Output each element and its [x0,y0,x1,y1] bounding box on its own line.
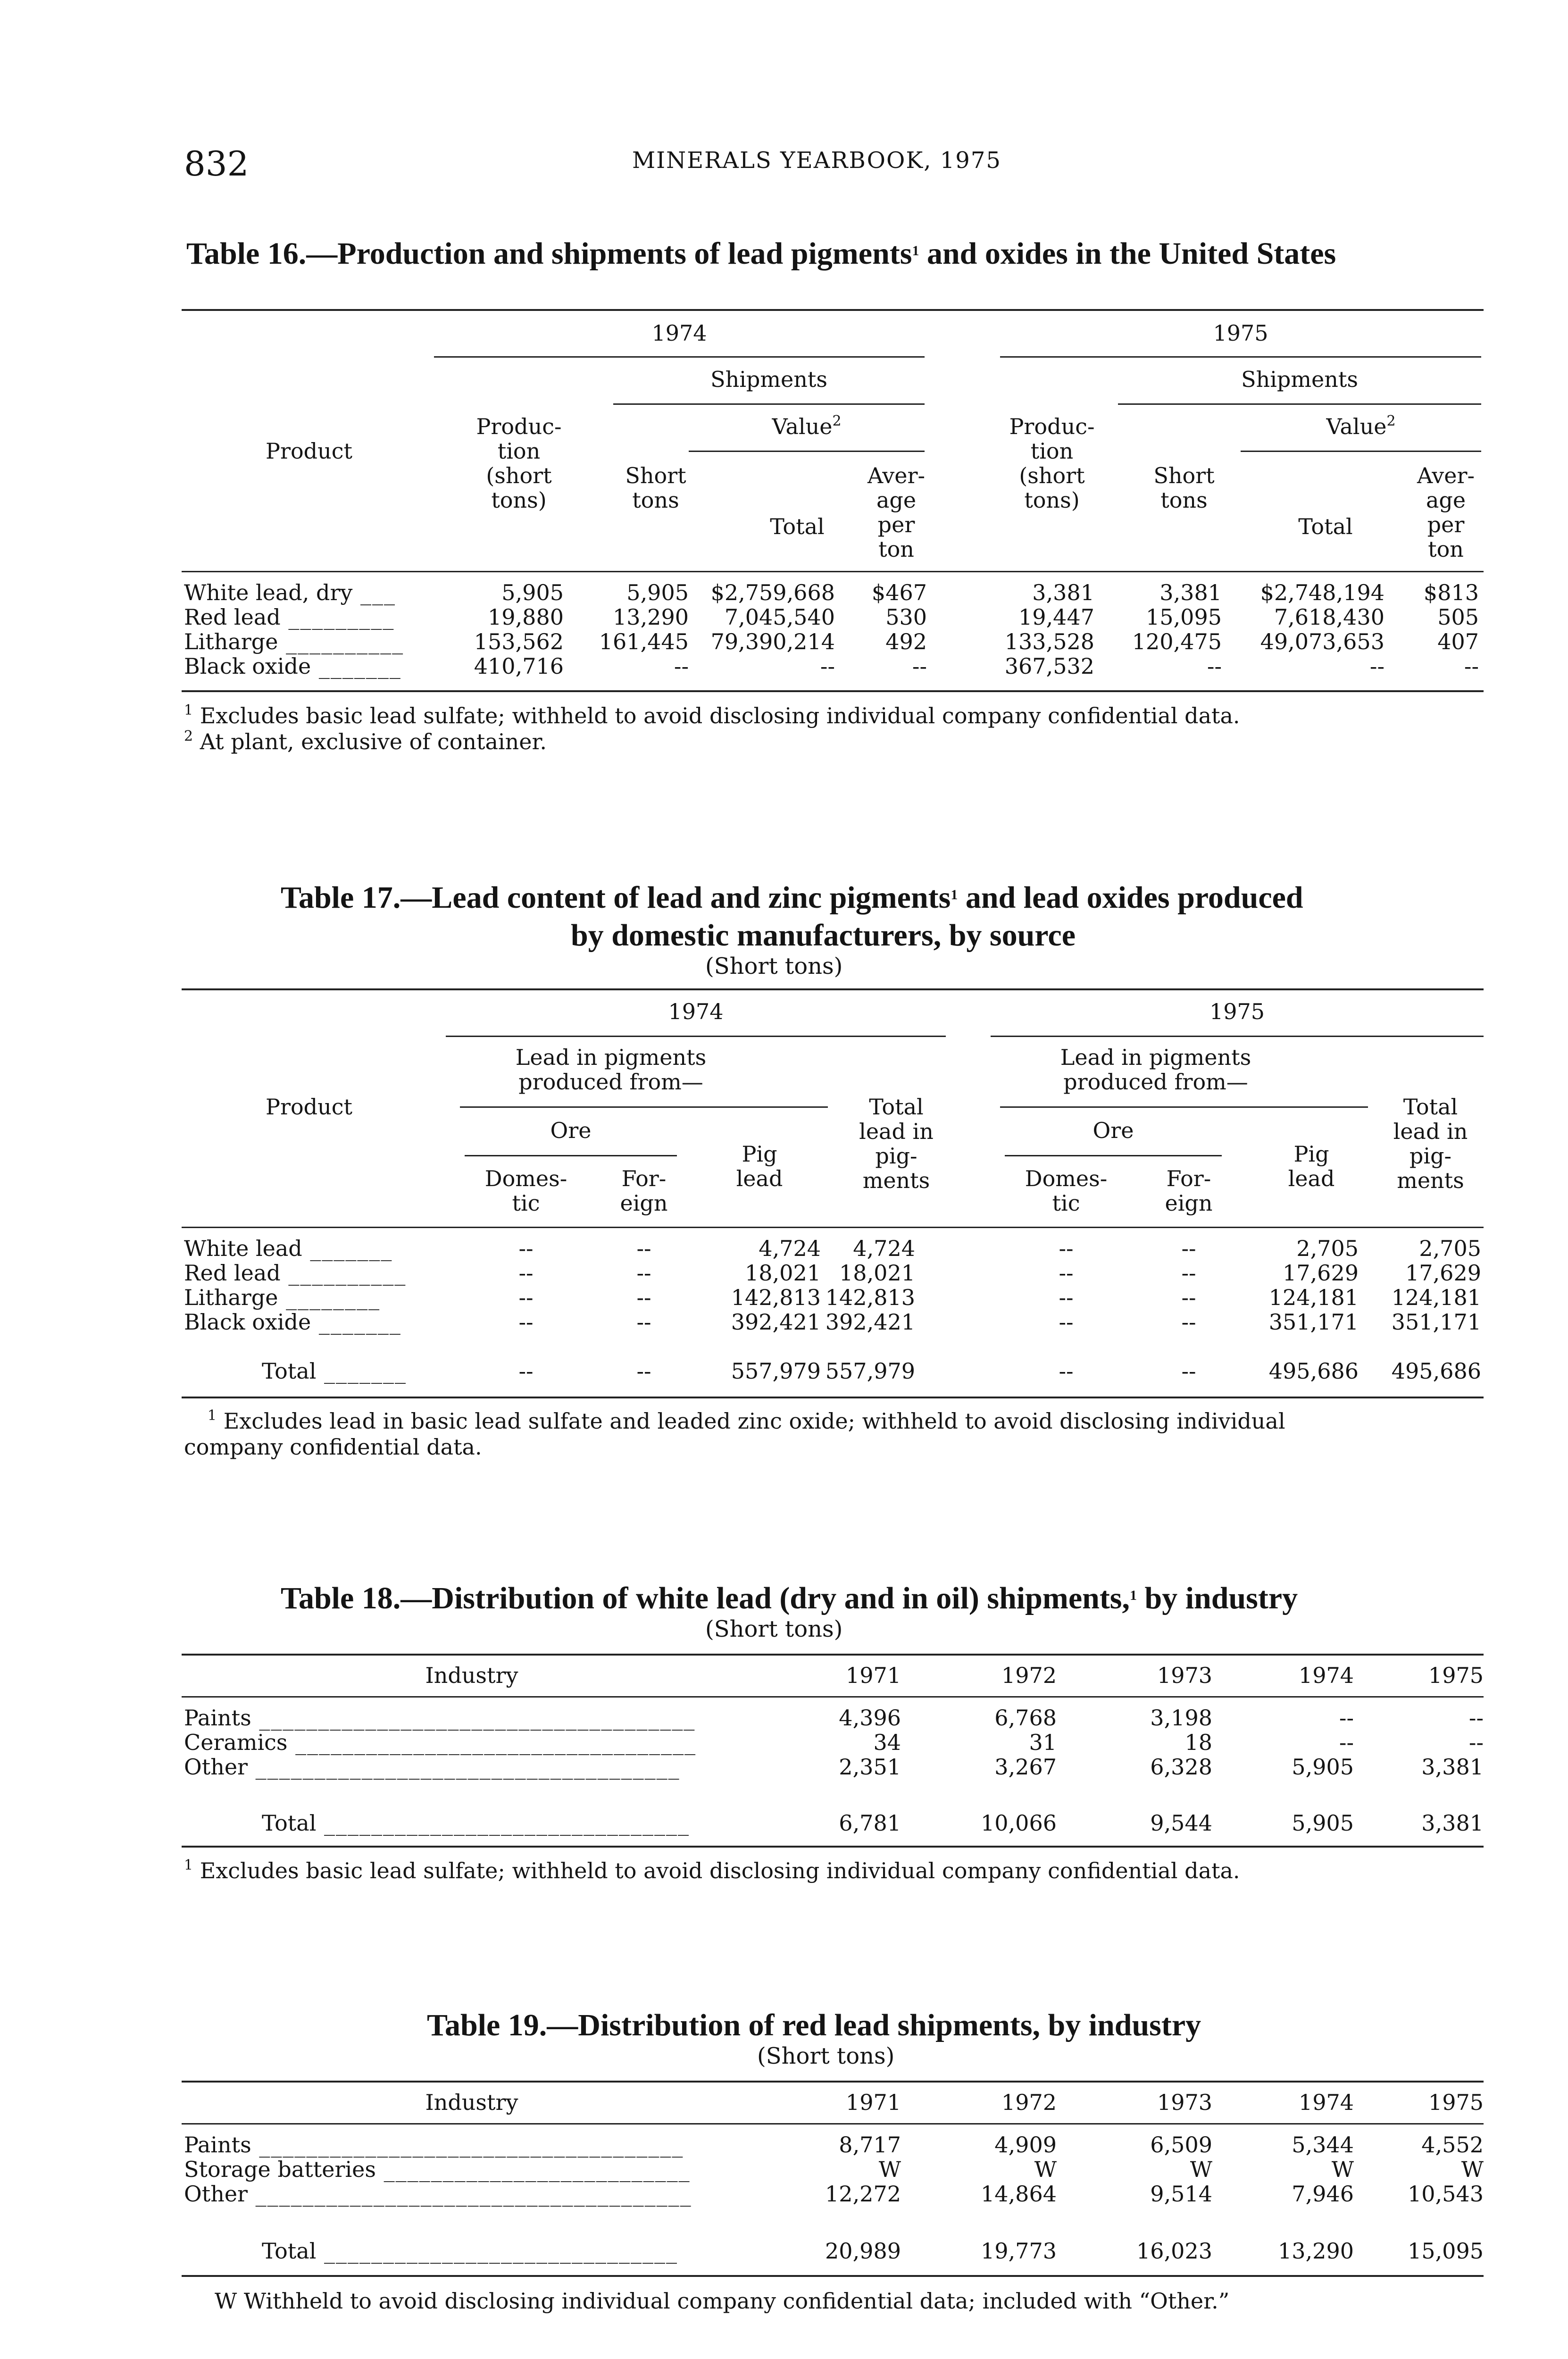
table-18-cell: 3,381 [1421,1810,1484,1836]
table-19-cell: 9,514 [1150,2181,1212,2207]
table-17-cell: -- [636,1260,651,1286]
footnote-mark: 1 [184,702,193,719]
table-17-leadin-1974-l2: produced from— [518,1069,703,1095]
row-label-text: Total [262,1358,317,1384]
table-18-bottom-rule [182,1846,1484,1848]
table-19-cell: W [878,2157,901,2182]
row-label-text: Other [184,1754,248,1780]
table-18-cell: -- [1339,1705,1354,1731]
dot-leader: ___ [352,580,396,605]
table-16-footnote-2 [184,729,547,754]
table-16-cell: 19,447 [1018,604,1094,630]
row-label-text: Red lead [184,1260,281,1286]
table-18-cell: 6,768 [994,1705,1057,1731]
footnote-mark: 1 [184,1857,193,1874]
table-17-total-1974-l2: lead in [859,1119,934,1144]
table-16-total-1975: Total [1298,514,1353,539]
table-17-ore1-rule [465,1155,677,1156]
table-16-cell: 7,045,540 [724,604,835,630]
table-16-average-1975-l4: ton [1428,536,1464,562]
table-19-cell: 7,946 [1292,2181,1354,2207]
dot-leader: ________ [278,1285,381,1310]
table-16-cell: 133,528 [1004,629,1094,654]
table-16-year-1975: 1975 [1213,320,1268,346]
table-17-cell: 18,021 [839,1260,915,1286]
table-16-cell: -- [1207,653,1222,679]
table-16-tons-1974: tons [632,487,679,513]
dot-leader: ____________________________________ [248,1754,680,1780]
table-19-cell: 19,773 [981,2238,1057,2264]
table-16-cell: 79,390,214 [710,629,835,654]
row-label-text: Red lead [184,604,281,630]
table-18-row-label [184,1755,680,1779]
table-18-cell: 5,905 [1292,1810,1354,1836]
table-16-shipments-1975: Shipments [1241,367,1358,392]
table-16-cell: 492 [885,629,927,654]
table-16-production-1974-l2: tion [497,438,541,464]
table-16-shipments2-rule [1118,403,1481,405]
table-17-footnote-line1 [208,1408,1285,1434]
table-17-cell: -- [1181,1236,1196,1261]
dot-leader: __________ [278,629,404,654]
table-16-short-1975: Short [1153,463,1215,488]
row-label-text: White lead, dry [184,580,353,605]
row-label-text: Paints [184,1705,251,1731]
table-16-cell: 3,381 [1159,580,1222,605]
table-16-value-1975 [1241,414,1481,439]
table-17-row-label [184,1236,392,1261]
table-19-total-label [262,2239,678,2263]
table-16-cell: 161,445 [599,629,689,654]
table-18-title [281,1581,1298,1616]
table-16-production-1974-l4: tons) [491,487,547,513]
table-16-cell: $813 [1423,580,1479,605]
table-16-value-label: Value [1326,414,1387,439]
table-16-title-footnote: 1 [912,243,919,259]
table-17-total-1974-l1: Total [869,1094,924,1120]
table-16-production-1975-l2: tion [1030,438,1074,464]
table-16-row-label [184,580,396,605]
table-19-year-header: 1973 [1157,2090,1212,2115]
table-16-cell: 5,905 [626,580,689,605]
table-17-bottom-rule [182,1397,1484,1398]
table-19-cell: W [1190,2157,1212,2182]
table-19-row-label [184,2182,692,2206]
table-17-cell: 2,705 [1296,1236,1359,1261]
table-17-foreign-1974-l1: For- [621,1166,667,1191]
table-17-cell: -- [1181,1260,1196,1286]
table-17-units: (Short tons) [705,953,843,979]
table-17-total-1974-l4: ments [862,1168,930,1193]
footnote-text: Excludes basic lead sulfate; withheld to avoid disclosing individual company confidential data. [200,703,1240,728]
table-17-cell: 124,181 [1268,1285,1359,1310]
table-16-average-1974-l4: ton [878,536,914,562]
table-17-cell: -- [636,1358,651,1384]
table-17-domestic-1974-l1: Domes- [484,1166,567,1191]
table-16-cell: -- [674,653,689,679]
row-label-text: Other [184,2181,248,2207]
dot-leader: _______ [302,1236,393,1261]
table-17-row-label [184,1285,380,1310]
table-17-product-header: Product [266,1094,352,1120]
table-17-cell: 351,171 [1391,1309,1481,1335]
row-label-text: Total [262,2238,317,2264]
table-16-cell: 120,475 [1132,629,1222,654]
table-17-total-1975-l4: ments [1397,1168,1464,1193]
table-17-cell: 495,686 [1391,1358,1481,1384]
table-17-pig-1974-l2: lead [736,1166,783,1191]
table-17-title-footnote: 1 [951,887,958,903]
table-17-foreign-1975-l2: eign [1165,1190,1213,1216]
row-label-text: Storage batteries [184,2157,376,2182]
table-17-cell: 495,686 [1268,1358,1359,1384]
table-16-cell: $467 [871,580,927,605]
table-16-cell: 5,905 [501,580,564,605]
table-16-value1-rule [689,451,925,452]
table-18-top-rule [182,1654,1484,1656]
table-16-cell: $2,759,668 [710,580,835,605]
table-18-cell: 31 [1029,1730,1057,1755]
table-18-cell: 3,198 [1150,1705,1212,1731]
table-16-shipments1-rule [613,403,925,405]
table-16-production-1975-l1: Produc- [1009,414,1095,439]
table-16-production-1974-l3: (short [486,463,552,488]
table-18-cell: 6,328 [1150,1754,1212,1780]
table-16-average-1975-l3: per [1427,512,1465,537]
table-19-cell: 8,717 [839,2132,901,2158]
table-16-cell: -- [820,653,835,679]
table-16-average-1974-l3: per [877,512,915,537]
table-16-header-rule [182,571,1484,572]
table-19-year-header: 1971 [845,2090,901,2115]
table-17-cell: -- [1059,1309,1074,1335]
table-18-cell: 6,781 [839,1810,901,1836]
table-18-year-header: 1972 [1001,1663,1057,1688]
table-17-cell: -- [518,1236,534,1261]
table-17-row-label [184,1310,401,1334]
table-19-cell: 12,272 [825,2181,901,2207]
table-17-cell: -- [1059,1236,1074,1261]
table-16-cell: 367,532 [1004,653,1094,679]
table-18-cell: 3,381 [1421,1754,1484,1780]
table-19-units: (Short tons) [757,2043,895,2069]
table-16-cell: 153,562 [474,629,564,654]
table-16-production-1975-l4: tons) [1024,487,1080,513]
table-19-cell: 20,989 [825,2238,901,2264]
row-label-text: Ceramics [184,1730,288,1755]
table-16-title-text: Table 16.—Production and shipments of lead pigments [186,236,912,271]
table-18-title-text: Table 18.—Distribution of white lead (dry and in oil) shipments, [281,1581,1130,1615]
table-16-row-label [184,605,394,629]
row-label-text: Litharge [184,1285,278,1310]
table-17-row-label [184,1261,406,1285]
row-label-text: White lead [184,1236,302,1261]
table-16-top-rule [182,309,1484,311]
table-18-cell: -- [1468,1705,1484,1731]
table-16-value2-rule [1241,451,1481,452]
table-16-short-1974: Short [625,463,686,488]
table-16-value-footnote: 2 [1386,413,1396,429]
table-17-cell: -- [1181,1309,1196,1335]
table-18-cell: 2,351 [839,1754,901,1780]
table-18-header-rule [182,1696,1484,1698]
table-19-cell: 4,909 [994,2132,1057,2158]
table-16-average-1975-l1: Aver- [1417,463,1475,488]
table-17-cell: -- [636,1236,651,1261]
table-16-average-1975-l2: age [1426,487,1466,513]
table-17-cell: 392,421 [825,1309,915,1335]
table-18-total-label [262,1811,690,1835]
table-18-cell: 4,396 [839,1705,901,1731]
row-label-text: Black oxide [184,653,311,679]
table-16-value-label: Value [772,414,833,439]
table-17-total-1974-l3: pig- [875,1143,917,1169]
table-17-leadin-1975-l1: Lead in pigments [1060,1045,1251,1070]
table-17-cell: -- [518,1358,534,1384]
footnote-text: Excludes lead in basic lead sulfate and leaded zinc oxide; withheld to avoid disclosing individual [223,1408,1285,1434]
footnote-text: At plant, exclusive of container. [200,729,547,754]
table-17-total-1975-l3: pig- [1409,1143,1452,1169]
table-17-foreign-1975-l1: For- [1166,1166,1211,1191]
table-17-title-end: and lead oxides produced [965,880,1303,915]
table-16-cell: 13,290 [613,604,689,630]
table-17-cell: -- [1059,1260,1074,1286]
table-18-cell: 10,066 [981,1810,1057,1836]
table-19-row-label [184,2133,684,2157]
table-17-cell: -- [1181,1285,1196,1310]
table-19-row-label [184,2157,691,2182]
table-17-leadin2-rule [1000,1106,1368,1108]
table-16-cell: 7,618,430 [1274,604,1385,630]
row-label-text: Paints [184,2132,251,2158]
table-16-cell: 19,880 [488,604,564,630]
dot-leader: _________ [280,604,395,630]
table-18-units: (Short tons) [705,1616,843,1642]
table-17-cell: 124,181 [1391,1285,1481,1310]
table-19-cell: 14,864 [981,2181,1057,2207]
table-17-top-rule [182,988,1484,990]
dot-leader: ____________________________________ [251,2132,684,2158]
table-16-value-1974 [689,414,925,439]
table-17-cell: 557,979 [825,1358,915,1384]
table-16-cell: 505 [1437,604,1479,630]
table-19-cell: 4,552 [1421,2132,1484,2158]
table-16-year-1974: 1974 [651,320,707,346]
table-17-leadin-1974-l1: Lead in pigments [515,1045,707,1070]
table-17-title-line1 [281,880,1303,916]
table-17-ore-1974: Ore [550,1118,592,1143]
table-18-year-header: 1974 [1298,1663,1354,1688]
table-17-cell: -- [518,1309,534,1335]
dot-leader: _____________________________________ [248,2181,692,2207]
footnote-text: Excludes basic lead sulfate; withheld to avoid disclosing individual company confidential data. [200,1858,1240,1883]
table-17-ore-1975: Ore [1093,1118,1134,1143]
table-18-cell: -- [1339,1730,1354,1755]
table-17-cell: 17,629 [1405,1260,1481,1286]
table-18-title-footnote: 1 [1129,1588,1137,1603]
table-16-year1-rule [434,356,925,358]
table-17-cell: 18,021 [745,1260,821,1286]
running-title: MINERALS YEARBOOK, 1975 [632,147,1001,174]
table-16-cell: 15,095 [1146,604,1222,630]
dot-leader: __________________________ [376,2157,691,2182]
table-17-year-1975: 1975 [1209,999,1265,1024]
table-19-cell: 10,543 [1408,2181,1484,2207]
table-19-cell: 16,023 [1136,2238,1212,2264]
table-19-cell: 6,509 [1150,2132,1212,2158]
table-17-year1-rule [446,1036,946,1037]
table-17-cell: -- [1181,1358,1196,1384]
table-17-cell: 17,629 [1283,1260,1359,1286]
table-19-top-rule [182,2081,1484,2083]
dot-leader: _______________________________ [316,1810,690,1836]
dot-leader: _______ [311,1309,401,1335]
table-17-pig-1975-l2: lead [1288,1166,1335,1191]
table-18-year-header: 1971 [845,1663,901,1688]
table-17-year2-rule [991,1036,1484,1037]
dot-leader: _______ [311,653,401,679]
page-number: 832 [184,144,249,184]
dot-leader: __________ [280,1260,407,1286]
table-16-product-header: Product [266,438,352,464]
row-label-text: Litharge [184,629,278,654]
table-17-total-1975-l1: Total [1403,1094,1458,1120]
table-16-cell: 49,073,653 [1260,629,1385,654]
table-17-cell: 4,724 [853,1236,915,1261]
table-18-cell: 9,544 [1150,1810,1212,1836]
dot-leader: _______ [316,1358,407,1384]
table-16-year2-rule [1000,356,1481,358]
table-17-header-rule [182,1227,1484,1228]
table-17-foreign-1974-l2: eign [620,1190,668,1216]
table-17-total-1975-l2: lead in [1393,1119,1468,1144]
table-17-cell: -- [1059,1358,1074,1384]
table-16-row-label [184,654,401,678]
footnote-mark: 1 [208,1407,217,1424]
table-17-cell: -- [636,1309,651,1335]
table-17-domestic-1975-l1: Domes- [1025,1166,1108,1191]
table-16-shipments-1974: Shipments [710,367,827,392]
table-17-leadin1-rule [460,1106,828,1108]
table-16-average-1974-l2: age [876,487,917,513]
table-19-title: Table 19.—Distribution of red lead shipments, by industry [427,2008,1201,2042]
table-16-footnote-1 [184,703,1240,728]
table-17-cell: -- [518,1285,534,1310]
table-19-industry-header: Industry [425,2090,518,2115]
table-19-cell: W [1331,2157,1354,2182]
table-19-year-header: 1972 [1001,2090,1057,2115]
table-16-cell: 3,381 [1032,580,1094,605]
table-17-footnote-line2: company confidential data. [184,1434,482,1460]
table-16-average-1974-l1: Aver- [867,463,926,488]
table-16-production-1975-l3: (short [1019,463,1085,488]
table-16-cell: -- [1369,653,1385,679]
table-17-title-line2: by domestic manufacturers, by source [571,918,1076,953]
table-18-footnote [184,1858,1240,1883]
dot-leader: ______________________________ [316,2238,678,2264]
table-19-cell: 15,095 [1408,2238,1484,2264]
table-17-domestic-1974-l2: tic [512,1190,540,1216]
table-16-cell: -- [912,653,927,679]
table-17-year-1974: 1974 [668,999,724,1024]
table-17-pig-1974-l1: Pig [742,1141,777,1167]
table-18-title-end: by industry [1144,1581,1298,1615]
footnote-mark: 2 [184,728,193,745]
row-label-text: Total [262,1810,317,1836]
table-19-cell: W [1034,2157,1057,2182]
table-16-title-end: and oxides in the United States [926,236,1336,271]
table-16-production-1974-l1: Produc- [476,414,562,439]
table-16-cell: 530 [885,604,927,630]
table-18-cell: -- [1468,1730,1484,1755]
table-17-cell: -- [1059,1285,1074,1310]
row-label-text: Black oxide [184,1309,311,1335]
table-19-cell: 13,290 [1278,2238,1354,2264]
table-18-row-label [184,1730,696,1755]
table-16-cell: -- [1464,653,1479,679]
table-17-cell: 557,979 [731,1358,821,1384]
table-17-leadin-1975-l2: produced from— [1063,1069,1248,1095]
table-18-cell: 3,267 [994,1754,1057,1780]
table-19-year-header: 1975 [1428,2090,1484,2115]
table-16-row-label [184,629,404,654]
table-16-cell: $2,748,194 [1260,580,1385,605]
table-17-cell: 392,421 [731,1309,821,1335]
table-17-cell: -- [518,1260,534,1286]
table-16-cell: 410,716 [474,653,564,679]
table-16-cell: 407 [1437,629,1479,654]
table-19-cell: 5,344 [1292,2132,1354,2158]
dot-leader: _____________________________________ [251,1705,696,1731]
table-16-title [186,236,1336,272]
table-19-year-header: 1974 [1298,2090,1354,2115]
table-18-cell: 18 [1184,1730,1212,1755]
table-19-footnote: W Withheld to avoid disclosing individual company confidential data; included with “Other.” [215,2288,1230,2314]
table-17-cell: 142,813 [731,1285,821,1310]
table-17-ore2-rule [1005,1155,1222,1156]
table-17-cell: 351,171 [1268,1309,1359,1335]
table-16-total-1974: Total [770,514,825,539]
dot-leader: __________________________________ [287,1730,697,1755]
table-16-value-footnote: 2 [832,413,842,429]
table-16-bottom-rule [182,690,1484,692]
table-19-cell: W [1461,2157,1484,2182]
table-18-cell: 5,905 [1292,1754,1354,1780]
table-19-header-rule [182,2123,1484,2125]
table-19-bottom-rule [182,2275,1484,2277]
table-18-year-header: 1973 [1157,1663,1212,1688]
table-17-total-label [262,1359,407,1383]
table-17-title-text: Table 17.—Lead content of lead and zinc pigments [281,880,951,915]
table-17-cell: 142,813 [825,1285,915,1310]
table-17-cell: -- [636,1285,651,1310]
table-17-cell: 4,724 [759,1236,821,1261]
table-18-industry-header: Industry [425,1663,518,1688]
table-18-year-header: 1975 [1428,1663,1484,1688]
table-16-tons-1975: tons [1160,487,1208,513]
table-17-cell: 2,705 [1419,1236,1481,1261]
table-18-cell: 34 [873,1730,901,1755]
table-18-row-label [184,1706,695,1730]
table-17-pig-1975-l1: Pig [1293,1141,1329,1167]
table-17-domestic-1975-l2: tic [1052,1190,1080,1216]
